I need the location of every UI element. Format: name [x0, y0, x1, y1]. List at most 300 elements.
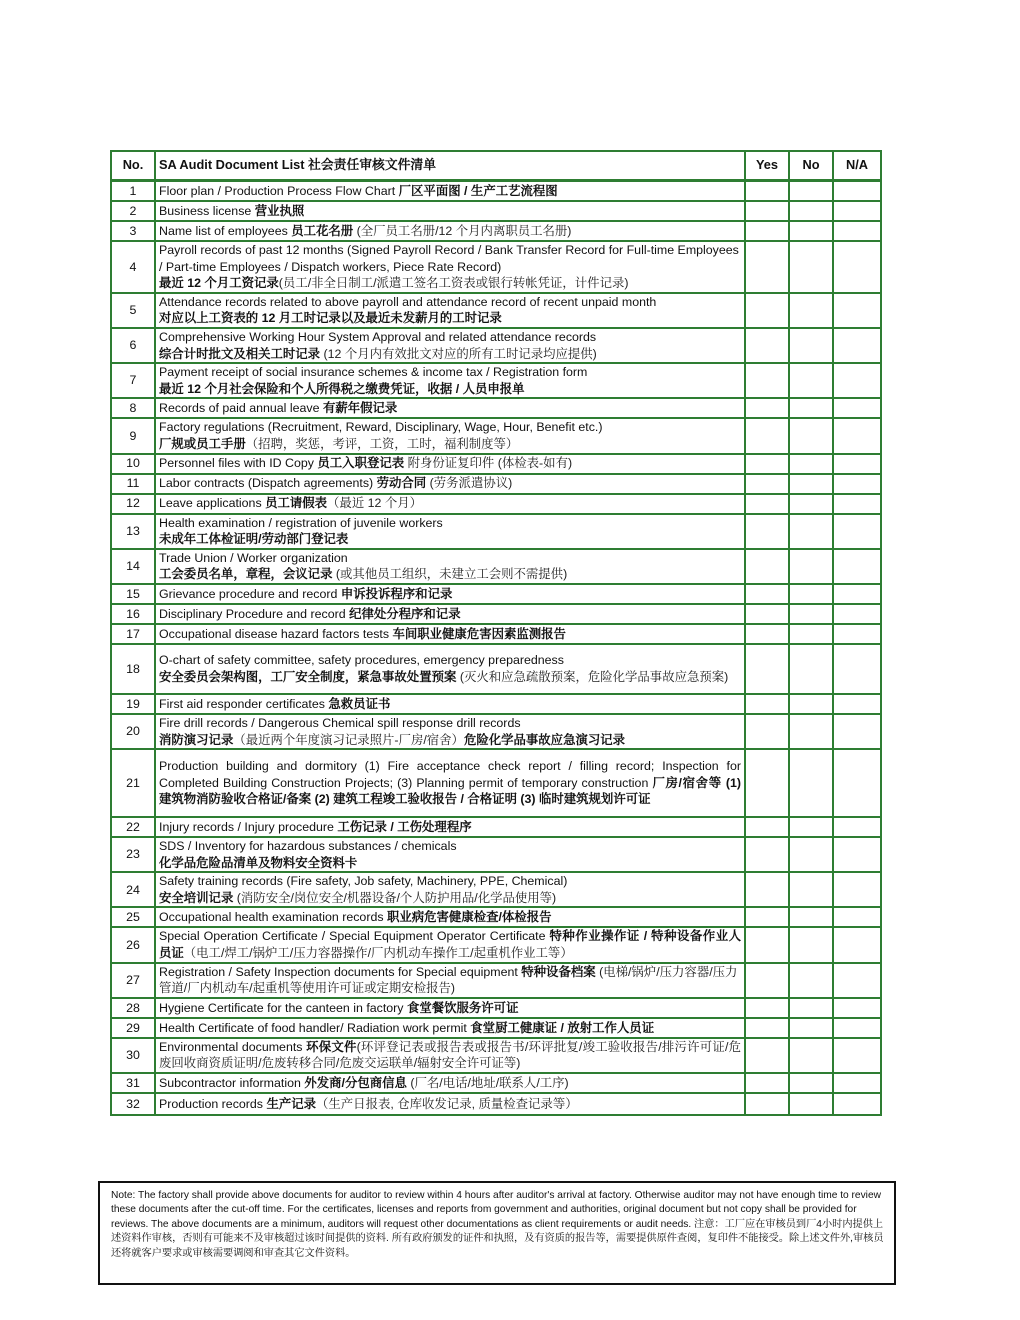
description-line	[159, 400, 741, 417]
chinese-title: 生产记录	[266, 1096, 317, 1111]
chinese-title: 危险化学品事故应急演习记录	[463, 732, 626, 747]
na-checkbox-cell[interactable]	[834, 838, 880, 873]
table-row	[112, 455, 880, 475]
na-checkbox-cell[interactable]	[834, 928, 880, 963]
row-description	[156, 585, 746, 605]
no-checkbox-cell[interactable]	[790, 1019, 834, 1039]
no-checkbox-cell[interactable]	[790, 475, 834, 495]
chinese-note: (员工/非全日制工/派遣工签名工资表或银行转帐凭证，计件记录)	[278, 276, 629, 291]
description-line	[159, 203, 741, 220]
yes-checkbox-cell[interactable]	[746, 475, 790, 495]
table-row	[112, 294, 880, 329]
description-line	[159, 294, 741, 311]
row-description	[156, 294, 746, 329]
english-text: Environmental documents	[159, 1039, 307, 1054]
english-text: Business license	[159, 203, 255, 218]
yes-checkbox-cell[interactable]	[746, 222, 790, 242]
chinese-title: 化学品危险品清单及物料安全资料卡	[159, 855, 358, 870]
na-checkbox-cell[interactable]	[834, 242, 880, 294]
chinese-note: （招聘，奖惩，考评，工资，工时，福利制度等）	[245, 436, 519, 451]
chinese-title: 员工入职登记表	[317, 456, 405, 471]
row-description	[156, 605, 746, 625]
no-checkbox-cell[interactable]	[790, 329, 834, 364]
yes-checkbox-cell[interactable]	[746, 515, 790, 550]
row-number: 8	[112, 399, 156, 419]
row-number: 30	[112, 1039, 156, 1074]
table-row	[112, 399, 880, 419]
yes-checkbox-cell[interactable]	[746, 645, 790, 695]
row-number: 12	[112, 495, 156, 515]
na-checkbox-cell[interactable]	[834, 294, 880, 329]
no-checkbox-cell[interactable]	[790, 585, 834, 605]
row-number: 1	[112, 182, 156, 202]
no-checkbox-cell[interactable]	[790, 419, 834, 454]
chinese-note: (全厂员工名册/12 个月内离职员工名册)	[353, 223, 572, 238]
chinese-note: （最近 12 个月）	[327, 496, 423, 511]
description-line	[159, 1000, 741, 1017]
english-text: Floor plan / Production Process Flow Chart	[159, 183, 399, 198]
na-checkbox-cell[interactable]	[834, 1019, 880, 1039]
description-line	[159, 346, 741, 363]
no-checkbox-cell[interactable]	[790, 364, 834, 399]
table-row	[112, 222, 880, 242]
description-line	[159, 566, 741, 583]
yes-checkbox-cell[interactable]	[746, 1019, 790, 1039]
no-checkbox-cell[interactable]	[790, 399, 834, 419]
yes-checkbox-cell[interactable]	[746, 202, 790, 222]
description-line	[159, 183, 741, 200]
chinese-note: (厂名/电话/地址/联系人/工序)	[406, 1075, 569, 1090]
no-checkbox-cell[interactable]	[790, 928, 834, 963]
row-description	[156, 242, 746, 294]
english-text: Labor contracts (Dispatch agreements)	[159, 476, 377, 491]
chinese-title: 工伤记录 / 工伤处理程序	[337, 819, 472, 834]
chinese-note: (环评登记表或报告表或报告书/环评批复/竣工验收报告/排污许可证/危废回收商资质证明/危废转移合同/危废交运联单/辐射安全许可证等)	[159, 1039, 741, 1071]
chinese-title: 厂房/宿舍等 (1) 建筑物消防验收合格证/备案 (2) 建筑工程竣工验收报告 / 合格证明 (3) 临时建筑规划许可证	[159, 775, 741, 807]
table-row	[112, 605, 880, 625]
row-description	[156, 625, 746, 645]
chinese-title: 厂区平面图 / 生产工艺流程图	[398, 183, 558, 198]
na-checkbox-cell[interactable]	[834, 495, 880, 515]
no-checkbox-cell[interactable]	[790, 695, 834, 715]
english-text: Occupational health examination records	[159, 910, 387, 925]
na-checkbox-cell[interactable]	[834, 364, 880, 399]
no-checkbox-cell[interactable]	[790, 964, 834, 999]
chinese-title: 劳动合同	[376, 476, 427, 491]
table-row	[112, 964, 880, 999]
row-number: 14	[112, 550, 156, 585]
description-line	[159, 669, 741, 686]
description-line	[159, 550, 741, 567]
yes-checkbox-cell[interactable]	[746, 715, 790, 750]
chinese-title: 食堂餐饮服务许可证	[406, 1000, 519, 1015]
chinese-note: （生产日报表, 仓库收发记录, 质量检查记录等）	[316, 1096, 578, 1111]
row-number: 28	[112, 999, 156, 1019]
yes-checkbox-cell[interactable]	[746, 695, 790, 715]
yes-checkbox-cell[interactable]	[746, 585, 790, 605]
english-text: Safety training records (Fire safety, Job safety, Machinery, PPE, Chemical)	[159, 874, 568, 889]
na-checkbox-cell[interactable]	[834, 202, 880, 222]
row-description	[156, 222, 746, 242]
table-row	[112, 364, 880, 399]
chinese-note: (劳务派遣协议)	[426, 476, 513, 491]
description-line	[159, 310, 741, 327]
table-row	[112, 695, 880, 715]
row-description	[156, 399, 746, 419]
row-number: 22	[112, 818, 156, 838]
chinese-title: 综合计时批文及相关工时记录	[159, 346, 321, 361]
header-no-col: No	[790, 152, 834, 182]
yes-checkbox-cell[interactable]	[746, 964, 790, 999]
row-description	[156, 999, 746, 1019]
row-description	[156, 329, 746, 364]
english-text: Records of paid annual leave	[159, 401, 323, 416]
row-number: 31	[112, 1074, 156, 1094]
no-checkbox-cell[interactable]	[790, 873, 834, 908]
row-number: 16	[112, 605, 156, 625]
table-header-row	[112, 152, 880, 182]
na-checkbox-cell[interactable]	[834, 1094, 880, 1114]
no-checkbox-cell[interactable]	[790, 294, 834, 329]
table-row	[112, 1039, 880, 1074]
description-line	[159, 223, 741, 240]
description-line	[159, 606, 741, 623]
english-text: Factory regulations (Recruitment, Reward, Disciplinary, Wage, Hour, Benefit etc.)	[159, 420, 603, 435]
english-text: Occupational disease hazard factors tests	[159, 626, 393, 641]
row-description	[156, 818, 746, 838]
table-row	[112, 475, 880, 495]
row-number: 18	[112, 645, 156, 695]
chinese-title: 纪律处分程序和记录	[349, 606, 461, 621]
description-line	[159, 626, 741, 643]
na-checkbox-cell[interactable]	[834, 625, 880, 645]
table-row	[112, 818, 880, 838]
description-line	[159, 928, 741, 961]
row-description	[156, 1094, 746, 1114]
english-text: Trade Union / Worker organization	[159, 550, 348, 565]
row-number: 26	[112, 928, 156, 963]
na-checkbox-cell[interactable]	[834, 455, 880, 475]
english-text: Injury records / Injury procedure	[159, 819, 338, 834]
no-checkbox-cell[interactable]	[790, 645, 834, 695]
english-text: Health examination / registration of juvenile workers	[159, 515, 443, 530]
na-checkbox-cell[interactable]	[834, 222, 880, 242]
row-description	[156, 364, 746, 399]
na-checkbox-cell[interactable]	[834, 329, 880, 364]
no-checkbox-cell[interactable]	[790, 1094, 834, 1114]
table-row	[112, 1074, 880, 1094]
no-checkbox-cell[interactable]	[790, 515, 834, 550]
table-row	[112, 419, 880, 454]
description-line	[159, 715, 741, 732]
yes-checkbox-cell[interactable]	[746, 294, 790, 329]
description-line	[159, 1020, 741, 1037]
chinese-title: 有薪年假记录	[322, 401, 398, 416]
description-line	[159, 696, 741, 713]
na-checkbox-cell[interactable]	[834, 1039, 880, 1074]
na-checkbox-cell[interactable]	[834, 419, 880, 454]
no-checkbox-cell[interactable]	[790, 818, 834, 838]
table-row	[112, 908, 880, 928]
chinese-note: （电工/焊工/锅炉工/压力容器操作/厂内机动车操作工/起重机作业工等）	[183, 946, 573, 961]
row-description	[156, 550, 746, 585]
chinese-title: 员工请假表	[265, 496, 328, 511]
chinese-title: 对应以上工资表的 12 月工时记录以及最近未发薪月的工时记录	[159, 311, 502, 326]
row-number: 19	[112, 695, 156, 715]
description-line	[159, 964, 741, 997]
english-text: Leave applications	[159, 496, 266, 511]
na-checkbox-cell[interactable]	[834, 182, 880, 202]
row-number: 4	[112, 242, 156, 294]
no-checkbox-cell[interactable]	[790, 908, 834, 928]
description-line	[159, 531, 741, 548]
na-checkbox-cell[interactable]	[834, 964, 880, 999]
row-number: 32	[112, 1094, 156, 1114]
no-checkbox-cell[interactable]	[790, 605, 834, 625]
english-text: Personnel files with ID Copy	[159, 456, 318, 471]
chinese-title: 厂规或员工手册	[159, 436, 246, 451]
na-checkbox-cell[interactable]	[834, 750, 880, 818]
chinese-title: 环保文件	[306, 1039, 357, 1054]
header-title: SA Audit Document List 社会责任审核文件清单	[156, 152, 746, 182]
na-checkbox-cell[interactable]	[834, 873, 880, 908]
row-number: 17	[112, 625, 156, 645]
english-text: Health Certificate of food handler/ Radiation work permit	[159, 1020, 471, 1035]
no-checkbox-cell[interactable]	[790, 715, 834, 750]
description-line	[159, 381, 741, 398]
english-text: Hygiene Certificate for the canteen in factory	[159, 1000, 407, 1015]
row-description	[156, 695, 746, 715]
description-line	[159, 1039, 741, 1072]
table-row	[112, 625, 880, 645]
yes-checkbox-cell[interactable]	[746, 419, 790, 454]
yes-checkbox-cell[interactable]	[746, 455, 790, 475]
na-checkbox-cell[interactable]	[834, 908, 880, 928]
yes-checkbox-cell[interactable]	[746, 750, 790, 818]
row-number: 24	[112, 873, 156, 908]
table-row	[112, 999, 880, 1019]
table-row	[112, 515, 880, 550]
english-text: First aid responder certificates	[159, 696, 329, 711]
yes-checkbox-cell[interactable]	[746, 1039, 790, 1074]
english-text: Payment receipt of social insurance schemes & income tax / Registration form	[159, 365, 588, 380]
chinese-note: (灭火和应急疏散预案，危险化学品事故应急预案)	[456, 669, 729, 684]
table-row	[112, 928, 880, 963]
no-checkbox-cell[interactable]	[790, 750, 834, 818]
description-line	[159, 436, 741, 453]
english-text: Comprehensive Working Hour System Approval and related attendance records	[159, 329, 597, 344]
english-text: Production building and dormitory (1) Fire acceptance check report / filling record; Inspection for Completed Building Construction Projects; (3) Planning permit of temporary construction	[159, 759, 741, 790]
description-line	[159, 855, 741, 872]
na-checkbox-cell[interactable]	[834, 550, 880, 585]
row-number: 15	[112, 585, 156, 605]
english-text: Production records	[159, 1096, 267, 1111]
table-row	[112, 873, 880, 908]
no-checkbox-cell[interactable]	[790, 222, 834, 242]
row-number: 3	[112, 222, 156, 242]
no-checkbox-cell[interactable]	[790, 202, 834, 222]
description-line	[159, 758, 741, 808]
no-checkbox-cell[interactable]	[790, 625, 834, 645]
na-checkbox-cell[interactable]	[834, 999, 880, 1019]
english-text: Subcontractor information	[159, 1075, 305, 1090]
yes-checkbox-cell[interactable]	[746, 364, 790, 399]
description-line	[159, 909, 741, 926]
na-checkbox-cell[interactable]	[834, 515, 880, 550]
audit-document-table	[110, 150, 882, 1116]
table-row	[112, 715, 880, 750]
description-line	[159, 515, 741, 532]
note-box: Note: The factory shall provide above documents for auditor to review within 4 hours after auditor's arrival at factory. Otherwise auditor may not have enough time to review these documents after the cut-off time. For the certificates, licenses and reports from government and authorities, original document but not copy shall be provided for reviews. The above documents are a minimum, auditors will request other documentations as client requirements or audit needs. 注意：工厂应在审核员到厂4小时内提供上述资料作审核，否则有可能来不及审核超过该时间提供的资料. 所有政府颁发的证件和执照，及有资质的报告等，需要提供原件查阅，复印件不能接受。除上述文件外,审核员还将就客户要求或审核需要调阅和审查其它文件资料。	[98, 1181, 896, 1285]
no-checkbox-cell[interactable]	[790, 455, 834, 475]
no-checkbox-cell[interactable]	[790, 495, 834, 515]
chinese-title: 特种设备档案	[521, 964, 596, 979]
na-checkbox-cell[interactable]	[834, 645, 880, 695]
no-checkbox-cell[interactable]	[790, 550, 834, 585]
table-row	[112, 1094, 880, 1114]
table-row	[112, 838, 880, 873]
row-number: 10	[112, 455, 156, 475]
yes-checkbox-cell[interactable]	[746, 838, 790, 873]
row-number: 23	[112, 838, 156, 873]
yes-checkbox-cell[interactable]	[746, 928, 790, 963]
chinese-title: 员工花名册	[291, 223, 354, 238]
description-line	[159, 586, 741, 603]
english-text: Payroll records of past 12 months (Signed Payroll Record / Bank Transfer Record for Full-time Employees / Part-time Employees / Dispatch workers, Piece Rate Record)	[159, 243, 739, 274]
chinese-note: (电梯/锅炉/压力容器/压力管道/厂内机动车/起重机等使用许可证或定期安检报告)	[159, 964, 738, 996]
row-description	[156, 645, 746, 695]
chinese-title: 最近 12 个月工资记录	[159, 276, 279, 291]
na-checkbox-cell[interactable]	[834, 585, 880, 605]
chinese-title: 营业执照	[254, 203, 305, 218]
table-row	[112, 182, 880, 202]
yes-checkbox-cell[interactable]	[746, 873, 790, 908]
description-line	[159, 419, 741, 436]
row-description	[156, 1074, 746, 1094]
description-line	[159, 275, 741, 292]
row-number: 25	[112, 908, 156, 928]
english-text: SDS / Inventory for hazardous substances / chemicals	[159, 839, 457, 854]
yes-checkbox-cell[interactable]	[746, 399, 790, 419]
na-checkbox-cell[interactable]	[834, 399, 880, 419]
no-checkbox-cell[interactable]	[790, 182, 834, 202]
chinese-title: 车间职业健康危害因素监测报告	[392, 626, 566, 641]
row-number: 5	[112, 294, 156, 329]
yes-checkbox-cell[interactable]	[746, 818, 790, 838]
description-line	[159, 475, 741, 492]
row-number: 9	[112, 419, 156, 454]
chinese-title: 职业病危害健康检查/体检报告	[386, 910, 552, 925]
table-row	[112, 242, 880, 294]
table-row	[112, 329, 880, 364]
na-checkbox-cell[interactable]	[834, 695, 880, 715]
yes-checkbox-cell[interactable]	[746, 329, 790, 364]
chinese-title: 最近 12 个月社会保险和个人所得税之缴费凭证，收据 / 人员申报单	[159, 381, 525, 396]
row-description	[156, 750, 746, 818]
row-description	[156, 495, 746, 515]
description-line	[159, 1075, 741, 1092]
chinese-note: （最近两个年度演习记录照片-厂房/宿舍）	[233, 732, 464, 747]
no-checkbox-cell[interactable]	[790, 1074, 834, 1094]
row-number: 2	[112, 202, 156, 222]
yes-checkbox-cell[interactable]	[746, 908, 790, 928]
description-line	[159, 242, 741, 275]
yes-checkbox-cell[interactable]	[746, 1094, 790, 1114]
chinese-note: (或其他员工组织，未建立工会则不需提供)	[332, 567, 568, 582]
chinese-title: 特种作业操作证 / 特种设备作业人员证	[159, 929, 741, 961]
english-text: Fire drill records / Dangerous Chemical spill response drill records	[159, 715, 521, 730]
chinese-title: 安全培训记录	[159, 890, 234, 905]
row-number: 20	[112, 715, 156, 750]
table-row	[112, 645, 880, 695]
table-row	[112, 585, 880, 605]
yes-checkbox-cell[interactable]	[746, 999, 790, 1019]
description-line	[159, 732, 741, 749]
row-description	[156, 873, 746, 908]
na-checkbox-cell[interactable]	[834, 475, 880, 495]
yes-checkbox-cell[interactable]	[746, 495, 790, 515]
row-description	[156, 419, 746, 454]
header-na: N/A	[834, 152, 880, 182]
na-checkbox-cell[interactable]	[834, 605, 880, 625]
row-description	[156, 928, 746, 963]
header-yes: Yes	[746, 152, 790, 182]
yes-checkbox-cell[interactable]	[746, 182, 790, 202]
no-checkbox-cell[interactable]	[790, 242, 834, 294]
no-checkbox-cell[interactable]	[790, 1039, 834, 1074]
chinese-title: 消防演习记录	[159, 732, 234, 747]
no-checkbox-cell[interactable]	[790, 999, 834, 1019]
na-checkbox-cell[interactable]	[834, 715, 880, 750]
yes-checkbox-cell[interactable]	[746, 1074, 790, 1094]
row-number: 6	[112, 329, 156, 364]
chinese-title: 急救员证书	[328, 696, 391, 711]
yes-checkbox-cell[interactable]	[746, 605, 790, 625]
chinese-title: 未成年工体检证明/劳动部门登记表	[159, 532, 349, 547]
row-number: 7	[112, 364, 156, 399]
description-line	[159, 819, 741, 836]
na-checkbox-cell[interactable]	[834, 818, 880, 838]
chinese-note: 附身份证复印件 (体检表-如有)	[404, 456, 573, 471]
na-checkbox-cell[interactable]	[834, 1074, 880, 1094]
row-description	[156, 1039, 746, 1074]
no-checkbox-cell[interactable]	[790, 838, 834, 873]
row-description	[156, 1019, 746, 1039]
chinese-title: 外发商/分包商信息	[304, 1075, 407, 1090]
row-description	[156, 202, 746, 222]
table-row	[112, 495, 880, 515]
yes-checkbox-cell[interactable]	[746, 242, 790, 294]
description-line	[159, 873, 741, 890]
row-description	[156, 182, 746, 202]
row-number: 21	[112, 750, 156, 818]
english-text: O-chart of safety committee, safety procedures, emergency preparedness	[159, 653, 564, 668]
description-line	[159, 890, 741, 907]
description-line	[159, 838, 741, 855]
row-description	[156, 455, 746, 475]
english-text: Registration / Safety Inspection documents for Special equipment	[159, 964, 522, 979]
description-line	[159, 652, 741, 669]
yes-checkbox-cell[interactable]	[746, 550, 790, 585]
row-number: 29	[112, 1019, 156, 1039]
row-number: 27	[112, 964, 156, 999]
row-description	[156, 715, 746, 750]
yes-checkbox-cell[interactable]	[746, 625, 790, 645]
chinese-title: 安全委员会架构图，工厂安全制度，紧急事故处置预案	[159, 669, 457, 684]
row-description	[156, 515, 746, 550]
chinese-title: 申诉投诉程序和记录	[340, 586, 453, 601]
table-row	[112, 202, 880, 222]
